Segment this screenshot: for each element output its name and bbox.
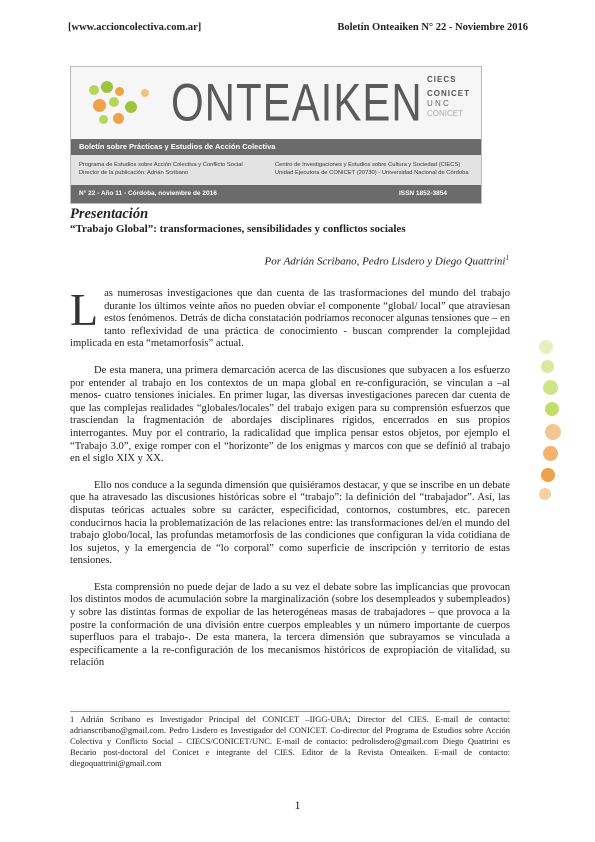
paragraph-3: Ello nos conduce a la segunda dimensión que quisiéramos destacar, y que se inscribe en un debate que ha atravesado las discusiones históricas sobre el “trabajo”: la definición del “trabajador”. Así, las disputas teóricas actuales sobre su carácter, especificidad, contornos, costumbres, etc. parecen conducirnos hacia la problematización de las relaciones entre: las transformaciones del/en el mundo del trabajo globo/local, las profundas metamorfosis de las condiciones que configuran la vida cotidiana de los sujetos, y la emergencia de “lo corporal” como superficie de inscripción y territorio de estas tensiones. bbox=[70, 479, 510, 567]
footnote: 1 Adrián Scribano es Investigador Principal del CONICET –IIGG-UBA; Director del CIES. E-mail de contacto: adrianscribano@gmail.com. Pedro Lisdero es Investigador del CONICET. Co-director del Programa de Estudios sobre Acción Colectiva y Conflicto Social – CIECS/CONICET/UNC. E-mail de contacto: pedrolisdero@gmail.com Diego Quattrini es Becario post-doctoral del Conicet e integrante del CIES. Editor de la Revista Onteaiken. E-mail de contacto: diegoquattrini@gmail.com bbox=[70, 714, 510, 768]
article-subtitle: “Trabajo Global”: transformaciones, sensibilidades y conflictos sociales bbox=[70, 223, 406, 235]
journal-banner bbox=[70, 66, 482, 204]
paragraph-4: Esta comprensión no puede dejar de lado a su vez el debate sobre las implicancias que provocan los distintos modos de acumulación sobre la marginalización (sobre los desempleados y subempleados) y sobre las distintas formas de expoliar de las heterogéneas masas de trabajadores – que provoca a la postre la conformación de una división entre cuerpos empleables y un número importante de cuerpos superfluos para el trabajo-. De esta manera, la tercera dimensión que subrayamos se vinculada a específicamente a la re-configuración de los mecanismos históricos de expropiación de vitalidad, su relación bbox=[70, 581, 510, 669]
issue-number: N° 22 - Año 11 - Córdoba, noviembre de 2016 bbox=[79, 190, 217, 197]
header-website: [www.accioncolectiva.com.ar] bbox=[68, 22, 202, 33]
running-header bbox=[68, 22, 528, 33]
article-body bbox=[70, 284, 510, 684]
institution-logos bbox=[427, 75, 477, 119]
drop-cap: L bbox=[70, 284, 99, 335]
paragraph-2: De esta manera, una primera demarcación acerca de las discusiones que subyacen a los esfuerzo por entender al trabajo en los contextos de un mapa global en re-configuración, se vinculan a –al menos- cuatro tensiones iniciales. En primer lugar, las diversas investigaciones parecen dar cuenta de que las complejas realidades “globales/locales” del trabajo exigen para su comprensión esfuerzos que trasciendan la fragmentación de abordajes disciplinares rígidos, encerrados en sus propios interrogantes. Muy por el contrario, la radicalidad que implica pensar estos objetos, por ejemplo el “Trabajo 3.0”, exige romper con el “horizonte” de los enigmas y marcos con que se definió al trabajo en el siglo XIX y XX. bbox=[70, 364, 510, 465]
footnote-rule bbox=[70, 711, 510, 712]
issn: ISSN 1852-3854 bbox=[398, 190, 447, 197]
authors-footnote-ref: 1 bbox=[505, 254, 509, 262]
unit-name: Unidad Ejecutora de CONICET (20730) - Universidad Nacional de Córdoba bbox=[275, 170, 469, 176]
paragraph-1 bbox=[70, 284, 510, 351]
conicet-logo: CONICET bbox=[427, 89, 470, 98]
header-issue: Boletín Onteaiken N° 22 - Noviembre 2016 bbox=[337, 22, 528, 33]
banner-info-right bbox=[275, 161, 469, 177]
banner-strip: Boletín sobre Prácticas y Estudios de Acción Colectiva bbox=[71, 139, 481, 155]
ciecs-logo: CIECS bbox=[427, 75, 457, 84]
center-name: Centro de Investigaciones y Estudios sobre Cultura y Sociedad (CIECS) bbox=[275, 162, 461, 168]
page-number: 1 bbox=[294, 798, 301, 812]
authors-text: Por Adrián Scribano, Pedro Lisdero y Diego Quattrini bbox=[264, 255, 506, 268]
unc-logo: U N C bbox=[427, 99, 449, 108]
onteaiken-wordmark: ONTEAIKEN bbox=[171, 73, 423, 132]
banner-issue-bar bbox=[71, 185, 481, 203]
conicet-logo-faded: CONICET bbox=[427, 109, 463, 118]
section-title: Presentación bbox=[70, 206, 149, 222]
program-name: Programa de Estudios sobre Acción Colectiva y Conflicto Social bbox=[79, 162, 243, 168]
publication-director: Director de la publicación: Adrián Scribano bbox=[79, 170, 189, 176]
decorative-dots bbox=[535, 330, 575, 510]
banner-info bbox=[71, 155, 481, 185]
banner-dots-logo bbox=[85, 79, 165, 131]
paragraph-1-text: as numerosas investigaciones que dan cuenta de las trasformaciones del mundo del trabajo durante los últimos veinte años no pueden obviar el componente “global/ local” que atraviesan estos fenómenos. Detrás de dicha constatación podríamos reconocer algunas tensiones que – en tanto reflexividad de una práctica de conocimiento - buscan comprender la complejidad implicada en esta “metamorfosis” actual. bbox=[70, 288, 510, 350]
banner-info-left bbox=[79, 161, 243, 177]
banner-top bbox=[71, 67, 481, 139]
authors-line bbox=[265, 254, 509, 268]
